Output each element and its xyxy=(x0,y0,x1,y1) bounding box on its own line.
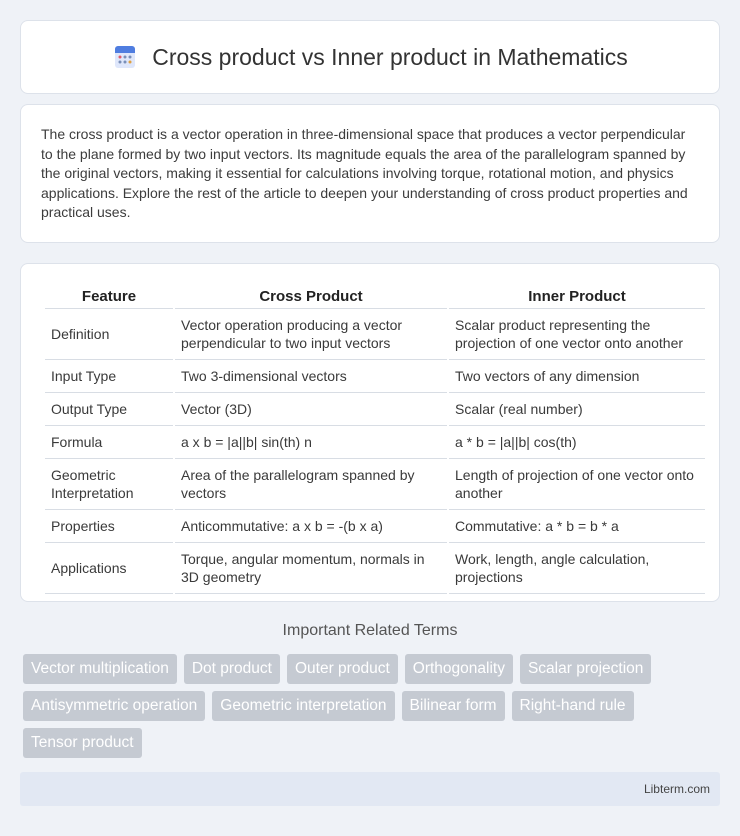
row-cross-product: Vector operation producing a vector perpendicular to two input vectors xyxy=(175,309,447,360)
related-term-tag[interactable]: Bilinear form xyxy=(402,691,505,721)
comparison-table xyxy=(43,280,707,594)
related-term-tag[interactable]: Outer product xyxy=(287,654,398,684)
footer xyxy=(20,772,720,806)
table-row xyxy=(45,510,705,543)
row-feature: Applications xyxy=(45,543,173,594)
row-cross-product: Vector (3D) xyxy=(175,393,447,426)
column-header-feature: Feature xyxy=(45,280,173,309)
row-feature: Formula xyxy=(45,426,173,459)
calculator-icon xyxy=(112,44,138,70)
related-term-tag[interactable]: Dot product xyxy=(184,654,280,684)
table-row xyxy=(45,543,705,594)
table-row xyxy=(45,360,705,393)
row-inner-product: Scalar product representing the projection of one vector onto another xyxy=(449,309,705,360)
table-row xyxy=(45,393,705,426)
table-header-row xyxy=(45,280,705,309)
row-cross-product: Two 3-dimensional vectors xyxy=(175,360,447,393)
related-term-tag[interactable]: Orthogonality xyxy=(405,654,513,684)
row-inner-product: a * b = |a||b| cos(th) xyxy=(449,426,705,459)
row-cross-product: Torque, angular momentum, normals in 3D geometry xyxy=(175,543,447,594)
related-term-tag[interactable]: Geometric interpretation xyxy=(212,691,394,721)
row-inner-product: Length of projection of one vector onto another xyxy=(449,459,705,510)
header-card xyxy=(20,20,720,94)
row-inner-product: Scalar (real number) xyxy=(449,393,705,426)
intro-paragraph: The cross product is a vector operation in three-dimensional space that produces a vector perpendicular to the plane formed by two input vectors. Its magnitude equals the area of the parallelogram spanned by the original vectors, making it essential for calculations involving torque, rotational motion, and physics applications. Explore the rest of the article to deepen your understanding of cross product properties and practical uses. xyxy=(41,126,688,221)
column-header-inner-product: Inner Product xyxy=(449,280,705,309)
row-feature: Output Type xyxy=(45,393,173,426)
page-title: Cross product vs Inner product in Mathematics xyxy=(152,43,628,70)
column-header-cross-product: Cross Product xyxy=(175,280,447,309)
related-term-tag[interactable]: Scalar projection xyxy=(520,654,651,684)
row-feature: Geometric Interpretation xyxy=(45,459,173,510)
row-feature: Properties xyxy=(45,510,173,543)
row-cross-product: Anticommutative: a x b = -(b x a) xyxy=(175,510,447,543)
table-row xyxy=(45,309,705,360)
row-inner-product: Work, length, angle calculation, projections xyxy=(449,543,705,594)
intro-card xyxy=(20,104,720,243)
related-term-tag[interactable]: Right-hand rule xyxy=(512,691,634,721)
row-inner-product: Commutative: a * b = b * a xyxy=(449,510,705,543)
related-term-tag[interactable]: Tensor product xyxy=(23,728,142,758)
related-term-tag[interactable]: Vector multiplication xyxy=(23,654,177,684)
related-terms-list xyxy=(23,654,723,765)
table-row xyxy=(45,426,705,459)
related-term-tag[interactable]: Antisymmetric operation xyxy=(23,691,205,721)
row-cross-product: Area of the parallelogram spanned by vectors xyxy=(175,459,447,510)
related-terms-heading: Important Related Terms xyxy=(282,622,458,639)
footer-site-link[interactable]: Libterm.com xyxy=(643,782,710,796)
comparison-table-card xyxy=(20,263,720,602)
row-cross-product: a x b = |a||b| sin(th) n xyxy=(175,426,447,459)
row-inner-product: Two vectors of any dimension xyxy=(449,360,705,393)
table-row xyxy=(45,459,705,510)
row-feature: Input Type xyxy=(45,360,173,393)
row-feature: Definition xyxy=(45,309,173,360)
